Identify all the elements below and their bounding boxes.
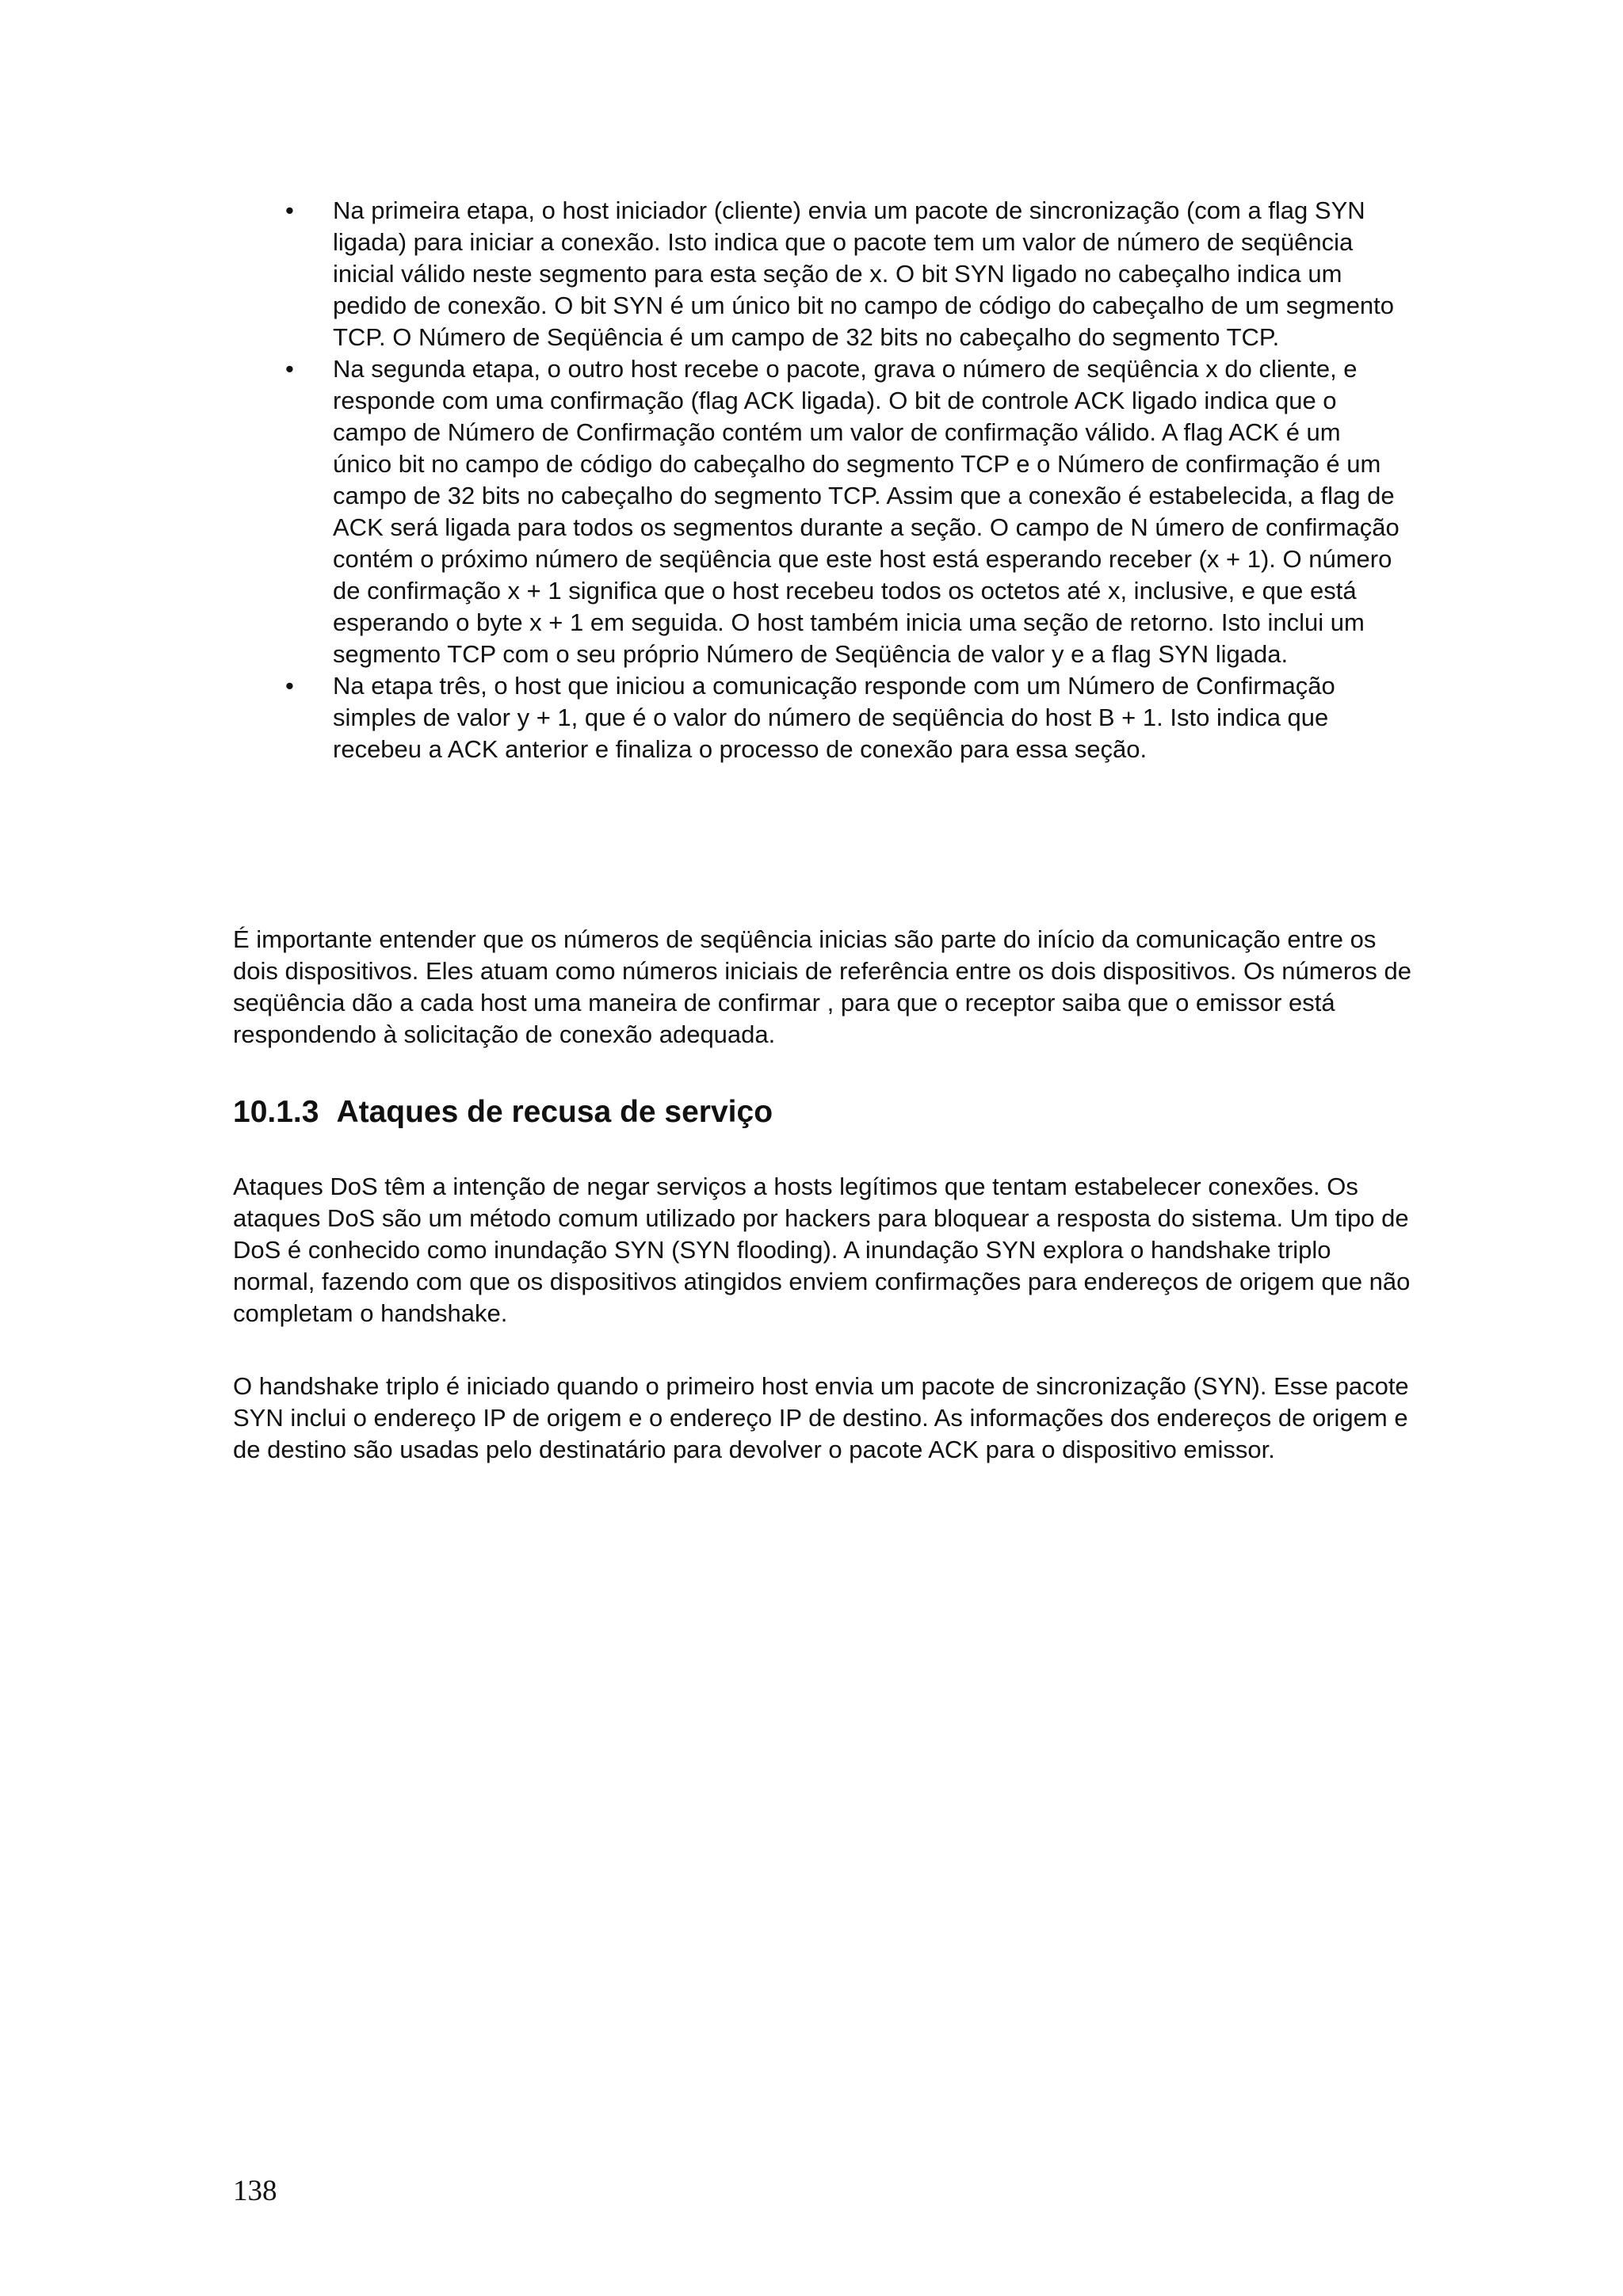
step-three-text: Na etapa três, o host que iniciou a comunicação responde com um Número de Confirmação simples de valor y + 1, que é o valor do número de seqüência do host B + 1. Isto indica que recebeu a ACK anterior e finaliza o processo de conexão para essa seção. [333,672,1335,763]
step-two-text: Na segunda etapa, o outro host recebe o pacote, grava o número de seqüência x do cliente, e responde com uma confirmação (flag ACK ligada). O bit de controle ACK ligado indica que o campo de Número de Confirmação contém um valor de confirmação válido. A flag ACK é um único bit no campo de código do cabeçalho do segmento TCP e o Número de confirmação é um campo de 32 bits no cabeçalho do segmento TCP. Assim que a conexão é estabelecida, a flag de ACK será ligada para todos os segmentos durante a seção. O campo de N úmero de confirmação contém o próximo número de seqüência que este host está esperando receber (x + 1). O número de confirmação x + 1 significa que o host recebeu todos os octetos até x, inclusive, e que está esperando o byte x + 1 em seguida. O host também inicia uma seção de retorno. Isto inclui um segmento TCP com o seu próprio Número de Seqüência de valor y e a flag SYN ligada. [333,355,1400,668]
list-item [281,670,1406,765]
section-title: Ataques de recusa de serviço [336,1095,773,1129]
handshake-paragraph: O handshake triplo é iniciado quando o primeiro host envia um pacote de sincronização (SYN). Esse pacote SYN inclui o endereço IP de origem e o endereço IP de destino. As informações dos endereços de origem e de destino são usadas pelo destinatário para devolver o pacote ACK para o dispositivo emissor. [233,1372,1409,1463]
page-number: 138 [233,2175,277,2207]
bullet-icon: • [285,196,294,224]
step-one-text: Na primeira etapa, o host iniciador (cliente) envia um pacote de sincronização (com a flag SYN ligada) para iniciar a conexão. Isto indica que o pacote tem um valor de número de seqüência inicial válido neste segmento para esta seção de x. O bit SYN ligado no cabeçalho indica um pedido de conexão. O bit SYN é um único bit no campo de código do cabeçalho de um segmento TCP. O Número de Seqüência é um campo de 32 bits no cabeçalho do segmento TCP. [333,196,1395,351]
list-item [281,195,1406,353]
section-heading [233,1093,773,1131]
handshake-steps-list [281,195,1406,765]
section-number: 10.1.3 [233,1095,319,1129]
bullet-icon: • [285,355,294,383]
bullet-icon: • [285,672,294,700]
list-item [281,353,1406,670]
intro-paragraph: É importante entender que os números de seqüência inicias são parte do início da comunicação entre os dois dispositivos. Eles atuam como números iniciais de referência entre os dois dispositivos. Os números de seqüência dão a cada host uma maneira de confirmar , para que o receptor saiba que o emissor está respondendo à solicitação de conexão adequada. [233,925,1411,1048]
dos-paragraph: Ataques DoS têm a intenção de negar serviços a hosts legítimos que tentam estabelecer conexões. Os ataques DoS são um método comum utilizado por hackers para bloquear a resposta do sistema. Um tipo de DoS é conhecido como inundação SYN (SYN flooding). A inundação SYN explora o handshake triplo normal, fazendo com que os dispositivos atingidos enviem confirmações para endereços de origem que não completam o handshake. [233,1173,1411,1327]
